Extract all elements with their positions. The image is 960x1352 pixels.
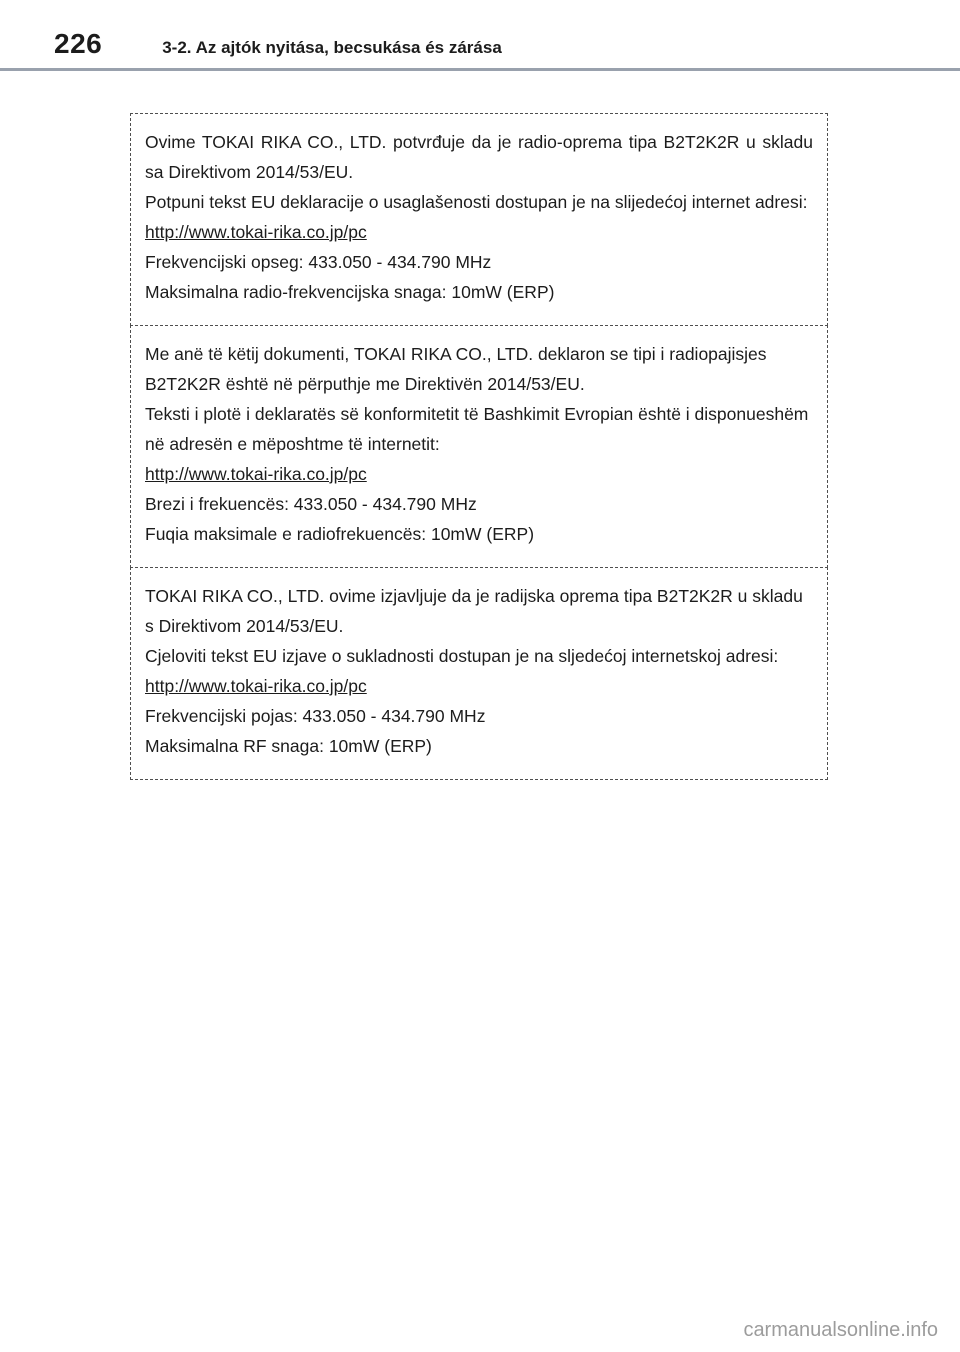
frequency-range-text: Brezi i frekuencës: 433.050 - 434.790 MHz: [145, 494, 477, 514]
declaration-url-link[interactable]: http://www.tokai-rika.co.jp/pc: [145, 464, 367, 484]
page-header: [0, 0, 960, 68]
declaration-url-link[interactable]: http://www.tokai-rika.co.jp/pc: [145, 676, 367, 696]
declaration-url-link[interactable]: http://www.tokai-rika.co.jp/pc: [145, 222, 367, 242]
declarations-content: [130, 113, 828, 780]
max-power-text: Fuqia maksimale e radiofrekuencës: 10mW (ERP): [145, 524, 535, 544]
page-number: 226: [54, 28, 103, 59]
declaration-statement: Me anë të këtij dokumenti, TOKAI RIKA CO., LTD. deklaron se tipi i radiopajisjes B2T2K2R është në përputhje me Direktivën 2014/53/EU.: [145, 344, 767, 394]
frequency-range-text: Frekvencijski pojas: 433.050 - 434.790 MHz: [145, 706, 486, 726]
declaration-box-bosnian: [130, 113, 828, 326]
chapter-title: 3-2. Az ajtók nyitása, becsukása és zárása: [162, 38, 502, 57]
declaration-availability-text: Potpuni tekst EU deklaracije o usaglašenosti dostupan je na slijedećoj internet adresi:: [145, 192, 808, 212]
frequency-range-text: Frekvencijski opseg: 433.050 - 434.790 MHz: [145, 252, 492, 272]
declaration-statement: Ovime TOKAI RIKA CO., LTD. potvrđuje da je radio-oprema tipa B2T2K2R u skladu sa Direktivom 2014/53/EU.: [145, 132, 813, 182]
declaration-box-croatian: [130, 567, 828, 780]
watermark: carmanualsonline.info: [743, 1319, 938, 1341]
declaration-availability-text: Cjeloviti tekst EU izjave o sukladnosti dostupan je na sljedećoj internetskoj adresi:: [145, 646, 779, 666]
max-power-text: Maksimalna radio-frekvencijska snaga: 10mW (ERP): [145, 282, 555, 302]
declaration-box-albanian: [130, 325, 828, 568]
header-rule: [0, 68, 960, 71]
declaration-availability-text: Teksti i plotë i deklaratës së konformitetit të Bashkimit Evropian është i disponueshëm në adresën e mëposhtme të internetit:: [145, 404, 809, 454]
max-power-text: Maksimalna RF snaga: 10mW (ERP): [145, 736, 432, 756]
declaration-statement: TOKAI RIKA CO., LTD. ovime izjavljuje da je radijska oprema tipa B2T2K2R u skladu s Direktivom 2014/53/EU.: [145, 586, 803, 636]
